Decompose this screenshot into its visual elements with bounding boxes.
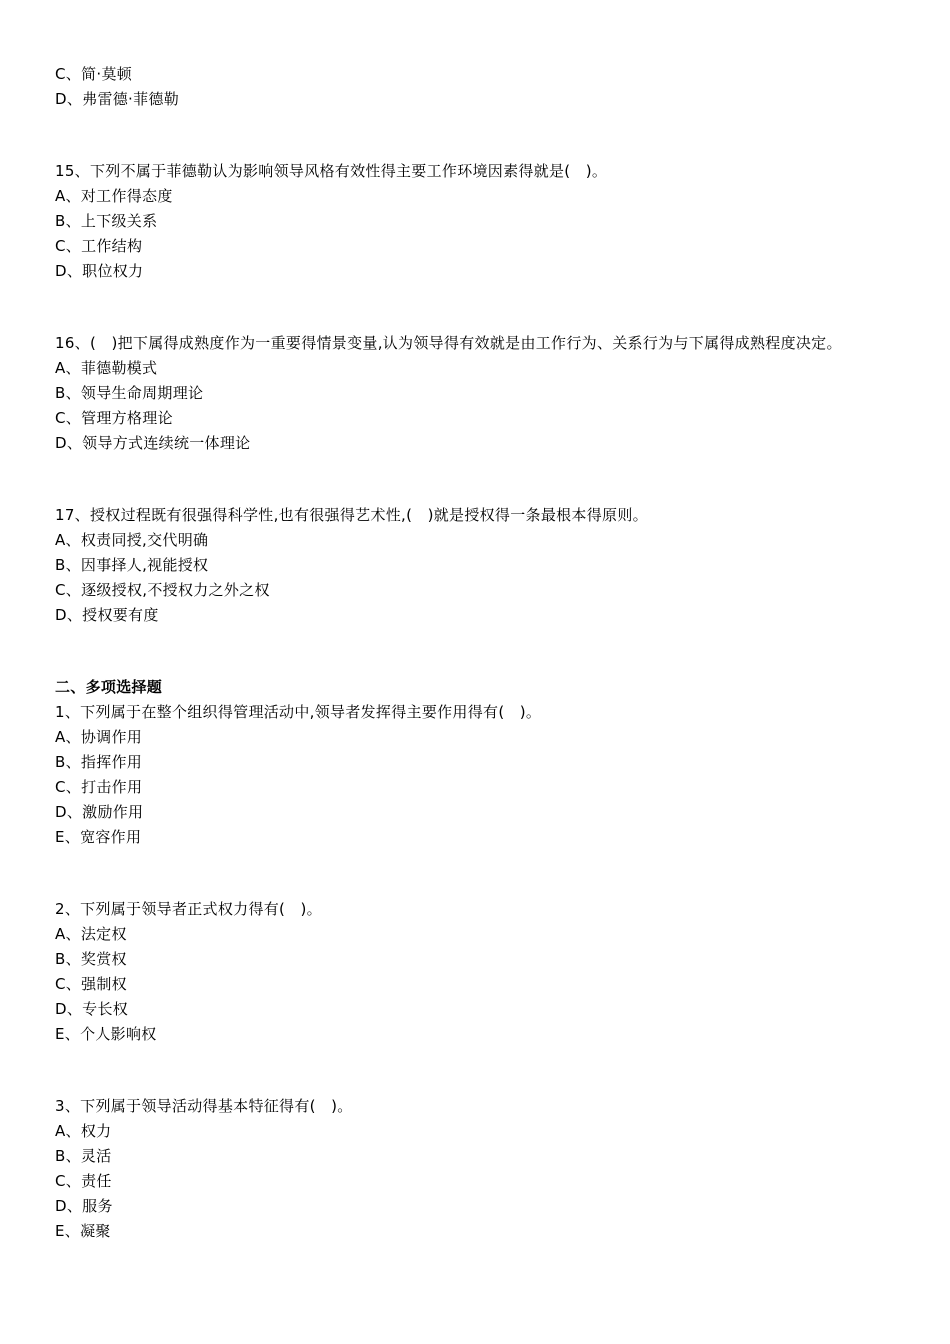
mc-2-stem: 2、下列属于领导者正式权力得有( )。 bbox=[55, 900, 322, 918]
question-17-option-c: C、逐级授权,不授权力之外之权 bbox=[55, 581, 270, 599]
question-16-option-c: C、管理方格理论 bbox=[55, 409, 173, 427]
option-d: D、弗雷德·菲德勒 bbox=[55, 90, 180, 108]
question-15-option-a: A、对工作得态度 bbox=[55, 187, 173, 205]
question-17-option-d: D、授权要有度 bbox=[55, 606, 159, 624]
mc-2-option-e: E、个人影响权 bbox=[55, 1025, 157, 1043]
mc-3-option-b: B、灵活 bbox=[55, 1147, 112, 1165]
mc-2-option-c: C、强制权 bbox=[55, 975, 127, 993]
mc-3-option-c: C、责任 bbox=[55, 1172, 112, 1190]
mc-3-option-a: A、权力 bbox=[55, 1122, 112, 1140]
option-c: C、简·莫顿 bbox=[55, 65, 133, 83]
question-17-option-a: A、权责同授,交代明确 bbox=[55, 531, 209, 549]
question-16-option-d: D、领导方式连续统一体理论 bbox=[55, 434, 251, 452]
mc-3-option-e: E、凝聚 bbox=[55, 1222, 111, 1240]
mc-1-option-d: D、激励作用 bbox=[55, 803, 144, 821]
question-15-option-b: B、上下级关系 bbox=[55, 212, 158, 230]
mc-1-option-b: B、指挥作用 bbox=[55, 753, 143, 771]
section-heading: 二、多项选择题 bbox=[55, 678, 163, 696]
mc-3-option-d: D、服务 bbox=[55, 1197, 113, 1215]
mc-1-stem: 1、下列属于在整个组织得管理活动中,领导者发挥得主要作用得有( )。 bbox=[55, 703, 542, 721]
question-15-stem: 15、下列不属于菲德勒认为影响领导风格有效性得主要工作环境因素得就是( )。 bbox=[55, 162, 608, 180]
question-17-stem: 17、授权过程既有很强得科学性,也有很强得艺术性,( )就是授权得一条最根本得原则。 bbox=[55, 506, 648, 524]
question-15-option-d: D、职位权力 bbox=[55, 262, 144, 280]
question-16-stem: 16、( )把下属得成熟度作为一重要得情景变量,认为领导得有效就是由工作行为、关系行为与下属得成熟程度决定。 bbox=[55, 334, 842, 352]
question-16-option-a: A、菲德勒模式 bbox=[55, 359, 158, 377]
question-17-option-b: B、因事择人,视能授权 bbox=[55, 556, 209, 574]
mc-1-option-a: A、协调作用 bbox=[55, 728, 143, 746]
mc-2-option-b: B、奖赏权 bbox=[55, 950, 127, 968]
mc-2-option-d: D、专长权 bbox=[55, 1000, 129, 1018]
mc-1-option-c: C、打击作用 bbox=[55, 778, 143, 796]
mc-3-stem: 3、下列属于领导活动得基本特征得有( )。 bbox=[55, 1097, 353, 1115]
mc-2-option-a: A、法定权 bbox=[55, 925, 127, 943]
question-16-option-b: B、领导生命周期理论 bbox=[55, 384, 204, 402]
mc-1-option-e: E、宽容作用 bbox=[55, 828, 142, 846]
question-15-option-c: C、工作结构 bbox=[55, 237, 143, 255]
